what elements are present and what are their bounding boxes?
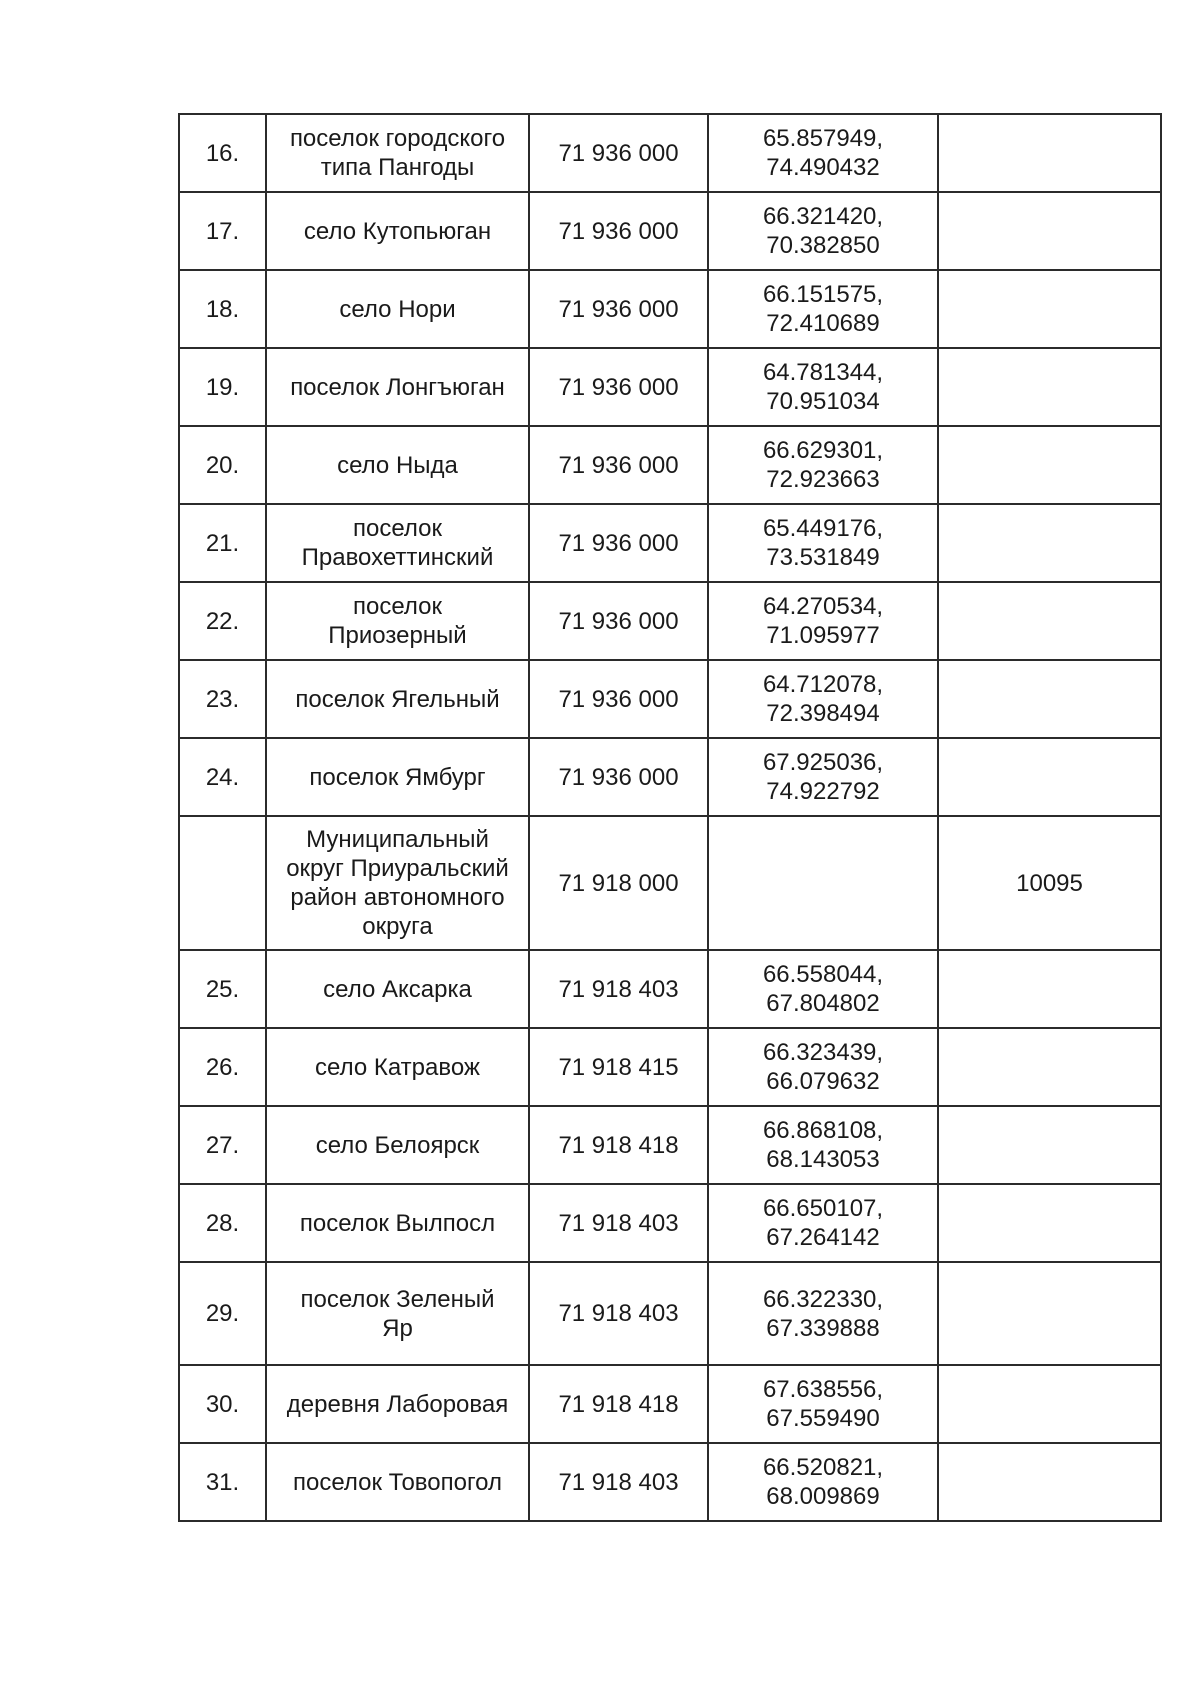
settlement-name-line: округ Приуральский: [286, 855, 509, 882]
table-row: [179, 1365, 1161, 1443]
settlement-name-line: Приозерный: [328, 622, 467, 649]
row-number-cell: 27.: [179, 1106, 266, 1184]
table-row: [179, 504, 1161, 582]
extra-value-cell: [938, 1365, 1161, 1443]
coordinates-cell: [708, 582, 938, 660]
extra-value-cell: [938, 1028, 1161, 1106]
coordinates-cell: [708, 270, 938, 348]
oktmo-code-cell: 71 918 415: [529, 1028, 708, 1106]
extra-value-cell: [938, 426, 1161, 504]
oktmo-code-cell: 71 918 418: [529, 1106, 708, 1184]
coordinate-value: 64.712078,: [762, 671, 884, 698]
coordinates-cell: [708, 1028, 938, 1106]
table-row: [179, 1028, 1161, 1106]
coordinates-cell: [708, 1262, 938, 1365]
coordinate-value: 67.638556,: [762, 1376, 884, 1403]
row-number-cell: 26.: [179, 1028, 266, 1106]
coordinate-value: 66.650107,: [762, 1195, 884, 1222]
settlement-name-line: поселок: [352, 515, 442, 542]
table-row: [179, 270, 1161, 348]
settlement-name-cell: [266, 738, 529, 816]
extra-value-cell: [938, 738, 1161, 816]
settlement-name-line: типа Пангоды: [320, 154, 475, 181]
extra-value-cell: [938, 1184, 1161, 1262]
coordinates-cell: [708, 816, 938, 950]
oktmo-code-cell: 71 936 000: [529, 582, 708, 660]
row-number-cell: 23.: [179, 660, 266, 738]
settlement-name-line: поселок Лонгъюган: [290, 373, 505, 401]
table-row: [179, 348, 1161, 426]
settlement-name-cell: [266, 816, 529, 950]
oktmo-code-cell: 71 936 000: [529, 192, 708, 270]
extra-value-cell: [938, 660, 1161, 738]
settlement-name-line: округа: [362, 913, 433, 940]
settlement-name-line: село Ныда: [337, 451, 458, 479]
oktmo-code-cell: 71 936 000: [529, 426, 708, 504]
coordinates-cell: [708, 426, 938, 504]
coordinate-value: 74.490432: [766, 154, 880, 181]
settlement-name-line: Муниципальный: [306, 826, 489, 853]
row-number-cell: 28.: [179, 1184, 266, 1262]
settlement-name-line: поселок Ягельный: [295, 685, 500, 713]
coordinates-cell: [708, 192, 938, 270]
settlement-name-cell: [266, 1365, 529, 1443]
settlement-name-line: Правохеттинский: [301, 544, 494, 571]
coordinate-value: 71.095977: [766, 622, 880, 649]
oktmo-code-cell: 71 936 000: [529, 270, 708, 348]
oktmo-code-cell: 71 936 000: [529, 738, 708, 816]
extra-value-cell: [938, 582, 1161, 660]
coordinate-value: 64.270534,: [762, 593, 884, 620]
oktmo-code-cell: 71 936 000: [529, 348, 708, 426]
table-row: [179, 192, 1161, 270]
coordinate-value: 65.857949,: [762, 125, 884, 152]
settlement-name-cell: [266, 1106, 529, 1184]
settlement-name-line: село Аксарка: [323, 975, 472, 1003]
coordinates-cell: [708, 504, 938, 582]
coordinate-value: 67.559490: [766, 1405, 880, 1432]
table-row: [179, 114, 1161, 192]
settlement-name-line: поселок Вылпосл: [299, 1209, 496, 1237]
row-number-cell: 17.: [179, 192, 266, 270]
coordinate-value: 72.398494: [766, 700, 880, 727]
coordinates-cell: [708, 738, 938, 816]
extra-value-cell: [938, 504, 1161, 582]
coordinate-value: 66.151575,: [762, 281, 884, 308]
settlement-name-cell: [266, 1262, 529, 1365]
extra-value-cell: [938, 1262, 1161, 1365]
oktmo-code-cell: 71 918 418: [529, 1365, 708, 1443]
coordinate-value: 66.520821,: [762, 1454, 884, 1481]
settlement-name-cell: [266, 950, 529, 1028]
coordinate-value: 68.009869: [766, 1483, 880, 1510]
settlement-name-line: Яр: [382, 1314, 413, 1342]
table-row: [179, 660, 1161, 738]
coordinate-value: 73.531849: [766, 544, 880, 571]
oktmo-code-cell: 71 936 000: [529, 660, 708, 738]
extra-value-cell: [938, 114, 1161, 192]
coordinate-value: 74.922792: [766, 778, 880, 805]
extra-value-cell: 10095: [938, 816, 1161, 950]
coordinates-cell: [708, 950, 938, 1028]
table-row: [179, 738, 1161, 816]
coordinates-cell: [708, 1184, 938, 1262]
extra-value-cell: [938, 1106, 1161, 1184]
settlement-name-line: село Катравож: [315, 1053, 480, 1081]
table-row: [179, 1262, 1161, 1365]
coordinate-value: 66.321420,: [762, 203, 884, 230]
row-number-cell: 19.: [179, 348, 266, 426]
coordinate-value: 68.143053: [766, 1146, 880, 1173]
extra-value-cell: [938, 348, 1161, 426]
settlement-name-line: район автономного: [290, 884, 505, 911]
coordinate-value: 66.629301,: [762, 437, 884, 464]
row-number-cell: 25.: [179, 950, 266, 1028]
table-row: [179, 582, 1161, 660]
coordinate-value: 66.558044,: [762, 961, 884, 988]
coordinate-value: 67.804802: [766, 990, 880, 1017]
oktmo-code-cell: 71 918 403: [529, 1262, 708, 1365]
coordinates-cell: [708, 114, 938, 192]
table-row: [179, 1106, 1161, 1184]
coordinate-value: 72.410689: [766, 310, 880, 337]
row-number-cell: 20.: [179, 426, 266, 504]
row-number-cell: [179, 816, 266, 950]
extra-value-cell: [938, 270, 1161, 348]
table-row: [179, 950, 1161, 1028]
settlement-name-cell: [266, 426, 529, 504]
settlement-name-line: деревня Лаборовая: [286, 1390, 509, 1418]
extra-value-cell: [938, 192, 1161, 270]
table-row: [179, 1184, 1161, 1262]
coordinates-cell: [708, 348, 938, 426]
settlement-name-line: село Кутопьюган: [303, 217, 492, 245]
coordinate-value: 72.923663: [766, 466, 880, 493]
settlement-name-cell: [266, 660, 529, 738]
settlements-table-body: [179, 114, 1161, 1521]
coordinate-value: 67.339888: [766, 1314, 880, 1342]
row-number-cell: 16.: [179, 114, 266, 192]
row-number-cell: 21.: [179, 504, 266, 582]
coordinate-value: 67.925036,: [762, 749, 884, 776]
settlement-name-line: поселок Ямбург: [309, 763, 486, 791]
oktmo-code-cell: 71 936 000: [529, 504, 708, 582]
row-number-cell: 29.: [179, 1262, 266, 1365]
settlement-name-cell: [266, 1028, 529, 1106]
coordinate-value: 66.868108,: [762, 1117, 884, 1144]
table-row: [179, 426, 1161, 504]
coordinate-value: 66.079632: [766, 1068, 880, 1095]
settlement-name-cell: [266, 504, 529, 582]
coordinate-value: 70.382850: [766, 232, 880, 259]
coordinates-cell: [708, 1106, 938, 1184]
coordinates-cell: [708, 660, 938, 738]
coordinate-value: 64.781344,: [762, 359, 884, 386]
oktmo-code-cell: 71 936 000: [529, 114, 708, 192]
coordinate-value: 65.449176,: [762, 515, 884, 542]
settlement-name-cell: [266, 582, 529, 660]
settlement-name-cell: [266, 270, 529, 348]
coordinate-value: 66.323439,: [762, 1039, 884, 1066]
settlement-name-line: поселок Товопогол: [292, 1468, 503, 1496]
settlement-name-line: поселок городского: [289, 125, 506, 152]
coordinates-cell: [708, 1443, 938, 1521]
settlement-name-line: село Белоярск: [315, 1131, 480, 1159]
coordinate-value: 70.951034: [766, 388, 880, 415]
settlement-name-line: поселок Зеленый: [300, 1285, 495, 1313]
row-number-cell: 31.: [179, 1443, 266, 1521]
settlement-name-cell: [266, 1443, 529, 1521]
oktmo-code-cell: 71 918 000: [529, 816, 708, 950]
settlement-name-cell: [266, 192, 529, 270]
settlement-name-cell: [266, 114, 529, 192]
row-number-cell: 22.: [179, 582, 266, 660]
extra-value-cell: [938, 1443, 1161, 1521]
extra-value-cell: [938, 950, 1161, 1028]
oktmo-code-cell: 71 918 403: [529, 1184, 708, 1262]
settlement-name-cell: [266, 1184, 529, 1262]
oktmo-code-cell: 71 918 403: [529, 1443, 708, 1521]
settlement-name-line: село Нори: [339, 295, 456, 323]
table-row: [179, 1443, 1161, 1521]
coordinate-value: 67.264142: [766, 1224, 880, 1251]
row-number-cell: 18.: [179, 270, 266, 348]
settlements-table: [178, 113, 1162, 1522]
coordinates-cell: [708, 1365, 938, 1443]
row-number-cell: 30.: [179, 1365, 266, 1443]
coordinate-value: 66.322330,: [762, 1285, 884, 1313]
settlement-name-line: поселок: [352, 593, 442, 620]
settlement-name-cell: [266, 348, 529, 426]
oktmo-code-cell: 71 918 403: [529, 950, 708, 1028]
row-number-cell: 24.: [179, 738, 266, 816]
table-row: [179, 816, 1161, 950]
